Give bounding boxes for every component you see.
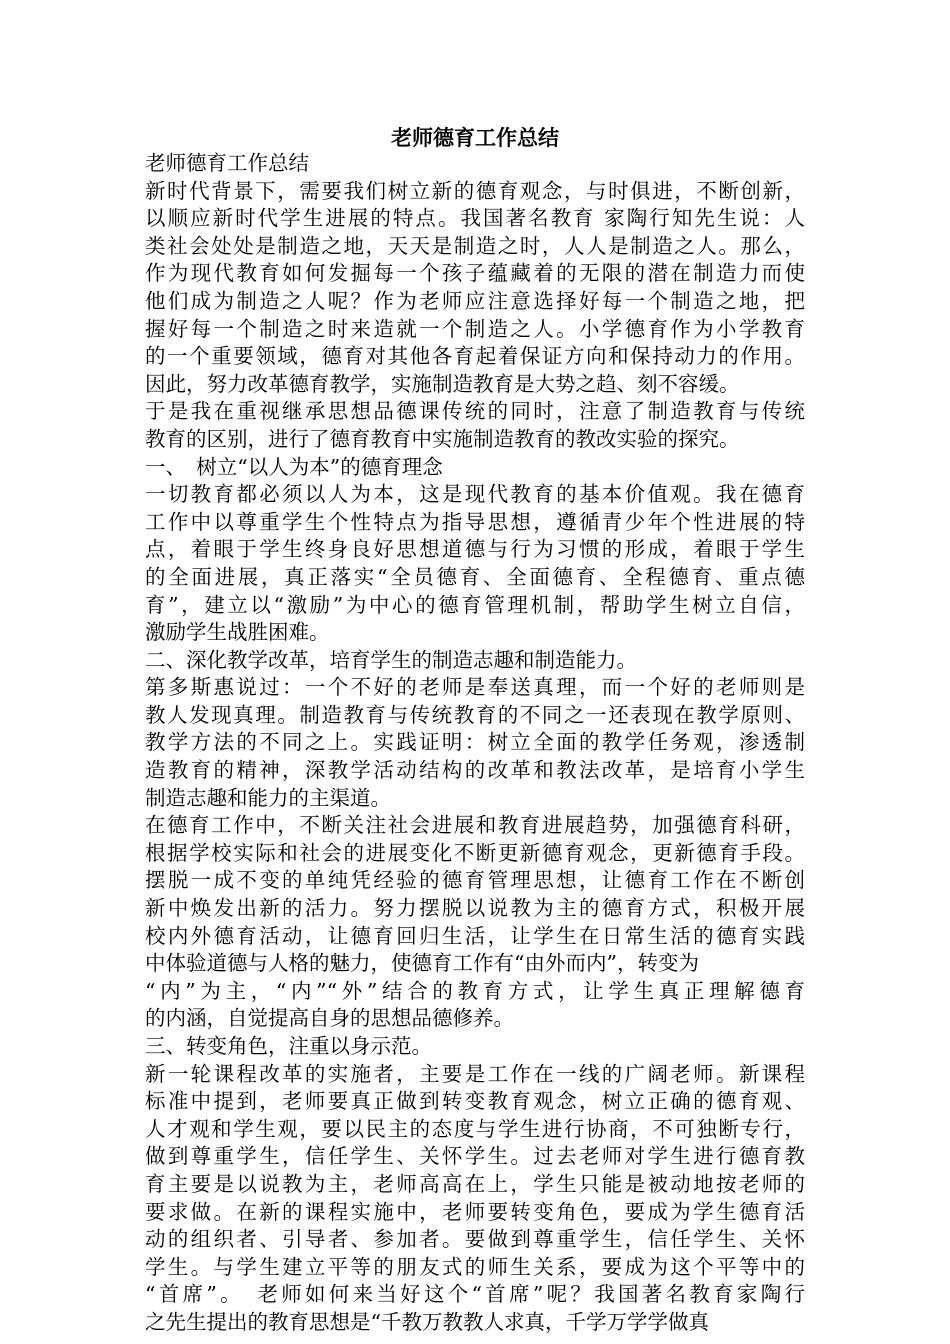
text-line: 第多斯惠说过：一个不好的老师是奉送真理，而一个好的老师则是 <box>145 675 805 700</box>
text-line: 教学方法的不同之上。实践证明：树立全面的教学任务观，渗透制 <box>145 730 805 755</box>
text-line: 以顺应新时代学生进展的特点。我国著名教育 家陶行知先生说：人 <box>145 206 805 231</box>
text-line: 的内涵，自觉提高自身的思想品德修养。 <box>145 1006 514 1031</box>
section-heading-2: 二、深化教学改革，培育学生的制造志趣和制造能力。 <box>145 647 637 672</box>
text-line: 根据学校实际和社会的进展变化不断更新德育观念，更新德育手段。 <box>145 840 805 865</box>
document-body <box>145 150 805 1337</box>
text-line: 的一个重要领域，德育对其他各育起着保证方向和保持动力的作用。 <box>145 344 805 369</box>
text-line: 中体验道德与人格的魅力，使德育工作有“由外而内”，转变为 <box>145 951 699 976</box>
text-line: 人才观和学生观，要以民主的态度与学生进行协商，不可独断专行， <box>145 1116 805 1141</box>
section-heading-1: 一、 树立“以人为本”的德育理念 <box>145 454 443 479</box>
text-line: “首席”。 老师如何来当好这个“首席”呢？我国著名教育家陶行 <box>145 1282 805 1307</box>
text-line: 他们成为制造之人呢？作为老师应注意选择好每一个制造之地，把 <box>145 288 805 313</box>
text-line: 作为现代教育如何发掘每一个孩子蕴藏着的无限的潜在制造力而使 <box>145 261 805 286</box>
text-line: 的全面进展，真正落实“全员德育、全面德育、全程德育、重点德 <box>145 564 805 589</box>
text-line: 育”，建立以“激励”为中心的德育管理机制，帮助学生树立自信， <box>145 592 805 617</box>
document-title: 老师德育工作总结 <box>391 126 559 150</box>
text-line: 教育的区别，进行了德育教育中实施制造教育的教改实验的探究。 <box>145 426 740 451</box>
text-line: 校内外德育活动，让德育回归生活，让学生在日常生活的德育实践 <box>145 923 805 948</box>
text-line: 制造志趣和能力的主渠道。 <box>145 785 391 810</box>
text-line: 学生。与学生建立平等的朋友式的师生关系，要成为这个平等中的 <box>145 1254 805 1279</box>
text-line: 摆脱一成不变的单纯凭经验的德育管理思想，让德育工作在不断创 <box>145 868 805 893</box>
text-line: 一切教育都必须以人为本，这是现代教育的基本价值观。我在德育 <box>145 482 805 507</box>
text-line: 标准中提到，老师要真正做到转变教育观念，树立正确的德育观、 <box>145 1089 805 1114</box>
text-line: 于是我在重视继承思想品德课传统的同时，注意了制造教育与传统 <box>145 399 805 424</box>
text-line: 育主要是以说教为主，老师高高在上，学生只能是被动地按老师的 <box>145 1171 805 1196</box>
text-line: 造教育的精神，深教学活动结构的改革和教法改革，是培育小学生 <box>145 758 805 783</box>
text-line: 新一轮课程改革的实施者，主要是工作在一线的广阔老师。新课程 <box>145 1061 805 1086</box>
text-line: 点，着眼于学生终身良好思想道德与行为习惯的形成，着眼于学生 <box>145 537 805 562</box>
text-line: 之先生提出的教育思想是“千教万教教人求真，千学万学学做真 <box>145 1309 709 1334</box>
text-line: 教人发现真理。制造教育与传统教育的不同之一还表现在教学原则、 <box>145 702 805 727</box>
text-line: 类社会处处是制造之地，天天是制造之时，人人是制造之人。那么， <box>145 233 805 258</box>
text-line: “内”为主，“内”“外”结合的教育方式，让学生真正理解德育 <box>145 978 805 1003</box>
text-line: 要求做。在新的课程实施中，老师要转变角色，要成为学生德育活 <box>145 1199 805 1224</box>
text-line: 工作中以尊重学生个性特点为指导思想，遵循青少年个性进展的特 <box>145 509 805 534</box>
text-line: 握好每一个制造之时来造就一个制造之人。小学德育作为小学教育 <box>145 316 805 341</box>
text-line: 因此，努力改革德育教学，实施制造教育是大势之趋、刻不容缓。 <box>145 371 740 396</box>
section-heading-3: 三、转变角色，注重以身示范。 <box>145 1034 432 1058</box>
text-line: 激励学生战胜困难。 <box>145 620 330 645</box>
text-line: 做到尊重学生，信任学生、关怀学生。过去老师对学生进行德育教 <box>145 1144 805 1169</box>
text-line: 新时代背景下，需要我们树立新的德育观念，与时俱进，不断创新， <box>145 178 805 203</box>
subtitle-line: 老师德育工作总结 <box>145 151 309 175</box>
text-line: 在德育工作中，不断关注社会进展和教育进展趋势，加强德育科研， <box>145 813 805 838</box>
text-line: 动的组织者、引导者、参加者。要做到尊重学生，信任学生、关怀 <box>145 1227 805 1252</box>
text-line: 新中焕发出新的活力。努力摆脱以说教为主的德育方式，积极开展 <box>145 896 805 921</box>
